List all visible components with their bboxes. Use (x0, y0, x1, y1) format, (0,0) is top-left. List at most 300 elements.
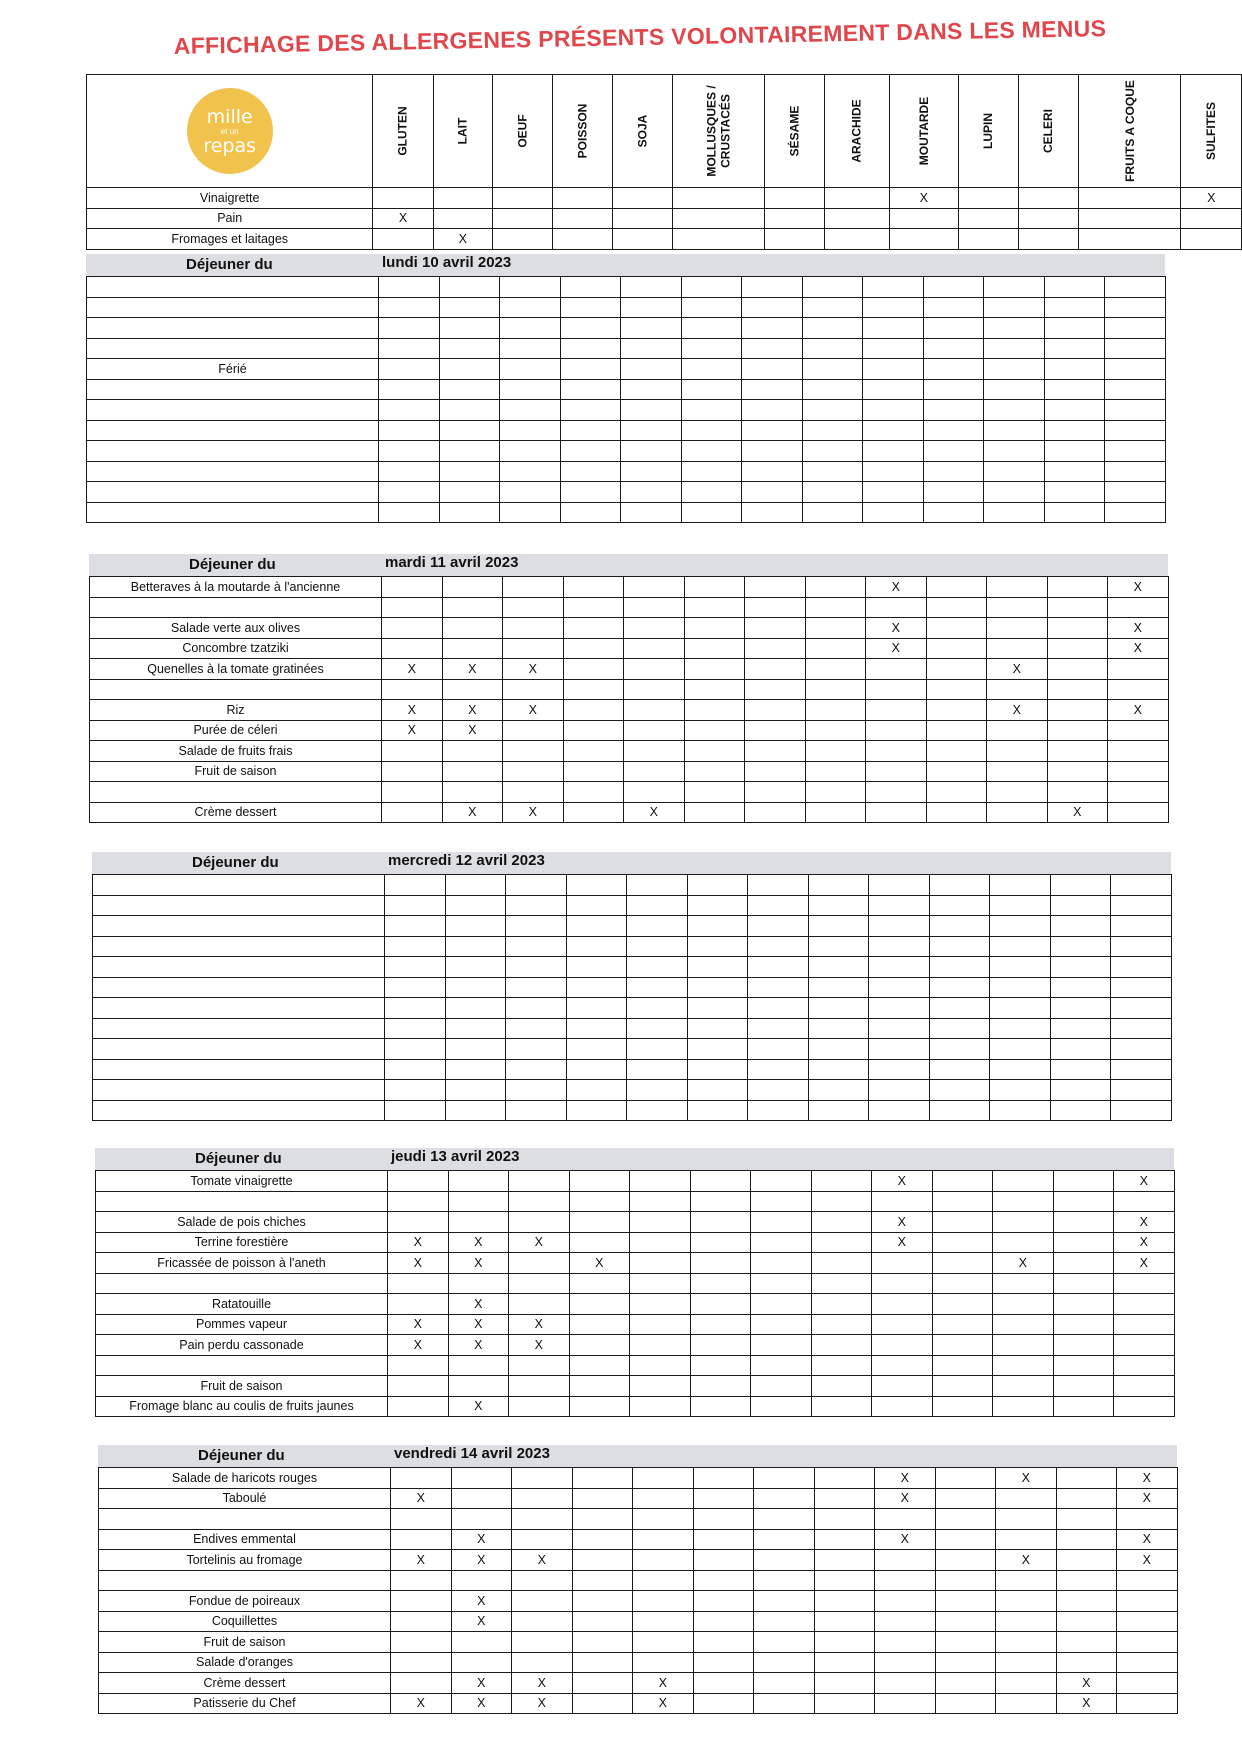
allergen-cell (687, 936, 748, 957)
allergen-cell (935, 1611, 996, 1632)
allergen-cell (439, 338, 500, 359)
allergen-cell (388, 1273, 449, 1294)
allergen-cell (805, 638, 866, 659)
allergen-cell (630, 1355, 691, 1376)
day-table (89, 576, 1169, 823)
allergen-cell (1056, 1529, 1117, 1550)
allergen-cell (808, 1018, 869, 1039)
allergen-cell (993, 1232, 1054, 1253)
allergen-cell (509, 1273, 570, 1294)
allergen-cell (439, 359, 500, 380)
table-row (87, 482, 1166, 503)
allergen-mark: X (1056, 1693, 1117, 1714)
allergen-cell (1050, 1039, 1111, 1060)
allergen-cell (993, 1171, 1054, 1192)
allergen-cell (563, 700, 624, 721)
allergen-cell (560, 400, 621, 421)
allergen-cell (996, 1529, 1057, 1550)
allergen-cell (1105, 338, 1166, 359)
table-row (87, 297, 1166, 318)
allergen-mark: X (1117, 1550, 1178, 1571)
table-row (99, 1632, 1178, 1653)
allergen-cell (875, 1632, 936, 1653)
allergen-cell (624, 659, 685, 680)
allergen-cell (1050, 1080, 1111, 1101)
allergen-cell (442, 597, 503, 618)
allergen-cell (500, 502, 561, 523)
allergen-cell (1044, 461, 1105, 482)
dish-name (93, 936, 385, 957)
allergen-cell (506, 1039, 567, 1060)
allergen-cell (1114, 1273, 1175, 1294)
allergen-cell (993, 1294, 1054, 1315)
allergen-cell (811, 1376, 872, 1397)
allergen-cell (500, 482, 561, 503)
allergen-cell (923, 502, 984, 523)
allergen-mark: X (509, 1314, 570, 1335)
table-row (93, 1039, 1172, 1060)
allergen-cell (1053, 1232, 1114, 1253)
allergen-cell (987, 638, 1048, 659)
allergen-cell (811, 1314, 872, 1335)
allergen-cell (811, 1212, 872, 1233)
allergen-cell (869, 895, 930, 916)
dish-name (90, 782, 382, 803)
allergen-cell (875, 1652, 936, 1673)
allergen-cell (811, 1191, 872, 1212)
allergen-cell (1108, 597, 1169, 618)
dish-name (90, 597, 382, 618)
allergen-cell (445, 1018, 506, 1039)
allergen-cell (958, 208, 1018, 229)
allergen-cell (987, 577, 1048, 598)
allergen-cell (751, 1396, 812, 1417)
allergen-cell (693, 1673, 754, 1694)
allergen-cell (385, 916, 446, 937)
allergen-label: MOUTARDE (916, 96, 931, 166)
allergen-cell (805, 679, 866, 700)
allergen-cell (633, 1468, 694, 1489)
allergen-cell (572, 1652, 633, 1673)
allergen-cell (445, 1039, 506, 1060)
allergen-cell (566, 957, 627, 978)
allergen-cell (745, 618, 806, 639)
allergen-cell (1053, 1273, 1114, 1294)
allergen-cell (633, 1570, 694, 1591)
dish-name (87, 502, 379, 523)
allergen-cell (630, 1273, 691, 1294)
allergen-cell (630, 1171, 691, 1192)
allergen-cell (439, 318, 500, 339)
allergen-cell (681, 400, 742, 421)
allergen-cell (672, 208, 764, 229)
allergen-cell (935, 1509, 996, 1530)
dish-name (87, 482, 379, 503)
allergen-cell (935, 1529, 996, 1550)
allergen-cell (926, 597, 987, 618)
allergen-cell (802, 359, 863, 380)
allergen-mark: X (448, 1314, 509, 1335)
allergen-cell (684, 597, 745, 618)
allergen-cell (572, 1632, 633, 1653)
allergen-mark: X (987, 659, 1048, 680)
dish-name: Fondue de poireaux (99, 1591, 391, 1612)
dish-name (87, 318, 379, 339)
allergen-cell (805, 659, 866, 680)
allergen-cell (1181, 229, 1242, 250)
table-row (87, 229, 1242, 250)
table-row (90, 741, 1169, 762)
allergen-cell (748, 916, 809, 937)
allergen-cell (926, 741, 987, 762)
allergen-cell (754, 1611, 815, 1632)
allergen-cell (512, 1529, 573, 1550)
dish-name (99, 1509, 391, 1530)
allergen-cell (442, 618, 503, 639)
allergen-cell (984, 502, 1045, 523)
allergen-cell (1117, 1570, 1178, 1591)
allergen-cell (1105, 359, 1166, 380)
allergen-mark: X (872, 1212, 933, 1233)
allergen-cell (1044, 318, 1105, 339)
allergen-cell (624, 700, 685, 721)
allergen-cell (382, 741, 443, 762)
dish-name (93, 977, 385, 998)
allergen-cell (566, 895, 627, 916)
allergen-cell (560, 338, 621, 359)
allergen-cell (754, 1529, 815, 1550)
allergen-cell (984, 441, 1045, 462)
allergen-cell (742, 482, 803, 503)
allergen-cell (869, 957, 930, 978)
allergen-cell (872, 1355, 933, 1376)
allergen-cell (445, 1080, 506, 1101)
allergen-cell (684, 782, 745, 803)
table-row (99, 1611, 1178, 1632)
allergen-cell (923, 359, 984, 380)
allergen-cell (745, 679, 806, 700)
allergen-cell (805, 700, 866, 721)
allergen-cell (869, 1080, 930, 1101)
dish-name (96, 1273, 388, 1294)
table-row (87, 277, 1166, 298)
allergen-cell (984, 482, 1045, 503)
allergen-cell (1053, 1212, 1114, 1233)
day-table (86, 276, 1166, 523)
allergen-cell (987, 618, 1048, 639)
allergen-mark: X (448, 1253, 509, 1274)
table-row (93, 936, 1172, 957)
allergen-cell (448, 1212, 509, 1233)
allergen-cell (929, 875, 990, 896)
allergen-cell (1047, 659, 1108, 680)
allergen-cell (633, 1509, 694, 1530)
allergen-cell (506, 1100, 567, 1121)
dish-name (87, 420, 379, 441)
day-date: jeudi 13 avril 2023 (391, 1148, 520, 1165)
allergen-cell (624, 761, 685, 782)
allergen-cell (509, 1171, 570, 1192)
allergen-cell (923, 338, 984, 359)
allergen-mark: X (503, 700, 564, 721)
table-row (93, 1080, 1172, 1101)
allergen-cell (1105, 400, 1166, 421)
allergen-cell (1108, 659, 1169, 680)
allergen-label: ARACHIDE (849, 99, 864, 163)
allergen-cell (926, 679, 987, 700)
allergen-cell (500, 441, 561, 462)
allergen-cell (385, 977, 446, 998)
allergen-cell (1050, 957, 1111, 978)
allergen-cell (391, 1632, 452, 1653)
dish-name: Pain perdu cassonade (96, 1335, 388, 1356)
allergen-cell (802, 502, 863, 523)
allergen-cell (560, 277, 621, 298)
allergen-cell (923, 318, 984, 339)
allergen-cell (684, 741, 745, 762)
day-header (95, 1148, 1174, 1170)
allergen-cell (1053, 1396, 1114, 1417)
table-row (87, 208, 1242, 229)
allergen-cell (624, 741, 685, 762)
page-title: AFFICHAGE DES ALLERGENES PRÉSENTS VOLONTAIREMENT DANS LES MENUS (173, 15, 1107, 59)
allergen-cell (811, 1294, 872, 1315)
allergen-cell (808, 1039, 869, 1060)
allergen-mark: X (1114, 1253, 1175, 1274)
allergen-cell (391, 1468, 452, 1489)
allergen-cell (448, 1376, 509, 1397)
allergen-cell (563, 659, 624, 680)
allergen-mark: X (866, 577, 927, 598)
allergen-cell (1053, 1314, 1114, 1335)
allergen-cell (987, 782, 1048, 803)
allergen-cell (1117, 1632, 1178, 1653)
allergen-cell (442, 638, 503, 659)
allergen-label: GLUTEN (395, 106, 410, 156)
allergen-cell (684, 700, 745, 721)
allergen-cell (690, 1314, 751, 1335)
allergen-cell (748, 1080, 809, 1101)
allergen-cell (1111, 936, 1172, 957)
dish-name: Fricassée de poisson à l'aneth (96, 1253, 388, 1274)
table-row (87, 338, 1166, 359)
allergen-cell (439, 502, 500, 523)
allergen-cell (563, 761, 624, 782)
allergen-cell (984, 420, 1045, 441)
allergen-cell (805, 802, 866, 823)
allergen-cell (1056, 1570, 1117, 1591)
allergen-cell (1047, 679, 1108, 700)
allergen-cell (382, 618, 443, 639)
allergen-cell (681, 379, 742, 400)
allergen-cell (627, 1018, 688, 1039)
allergen-cell (512, 1468, 573, 1489)
allergen-cell (926, 782, 987, 803)
allergen-cell (1044, 482, 1105, 503)
dish-name: Purée de céleri (90, 720, 382, 741)
allergen-cell (382, 679, 443, 700)
allergen-cell (1050, 875, 1111, 896)
allergen-cell (1117, 1693, 1178, 1714)
day-label: Déjeuner du (186, 256, 273, 273)
allergen-cell (681, 297, 742, 318)
allergen-cell (875, 1550, 936, 1571)
allergen-cell (621, 338, 682, 359)
allergen-cell (509, 1376, 570, 1397)
allergen-cell (764, 208, 824, 229)
allergen-cell (681, 482, 742, 503)
allergen-cell (687, 895, 748, 916)
allergen-cell (866, 679, 927, 700)
allergen-cell (990, 875, 1051, 896)
allergen-cell (1018, 229, 1078, 250)
dish-name: Terrine forestière (96, 1232, 388, 1253)
allergen-mark: X (1117, 1468, 1178, 1489)
allergen-cell (569, 1376, 630, 1397)
allergen-cell (987, 597, 1048, 618)
allergen-cell (802, 318, 863, 339)
allergen-cell (445, 875, 506, 896)
allergen-cell (690, 1376, 751, 1397)
allergen-cell (379, 482, 440, 503)
allergen-cell (572, 1673, 633, 1694)
allergen-cell (748, 1018, 809, 1039)
allergen-cell (1044, 379, 1105, 400)
allergen-cell (814, 1611, 875, 1632)
allergen-cell (493, 188, 553, 209)
allergen-cell (742, 400, 803, 421)
allergen-cell (448, 1273, 509, 1294)
allergen-cell (569, 1294, 630, 1315)
allergen-cell (875, 1611, 936, 1632)
allergen-cell (1056, 1652, 1117, 1673)
allergen-cell (506, 895, 567, 916)
allergen-cell (684, 679, 745, 700)
allergen-mark: X (391, 1693, 452, 1714)
allergen-cell (814, 1693, 875, 1714)
table-row (90, 618, 1169, 639)
allergen-mark: X (388, 1253, 449, 1274)
allergen-cell (633, 1550, 694, 1571)
allergen-header-table (86, 74, 1242, 250)
allergen-cell (693, 1652, 754, 1673)
allergen-cell (439, 461, 500, 482)
allergen-cell (932, 1191, 993, 1212)
allergen-cell (742, 359, 803, 380)
allergen-cell (984, 297, 1045, 318)
allergen-cell (633, 1529, 694, 1550)
allergen-cell (690, 1294, 751, 1315)
allergen-cell (693, 1693, 754, 1714)
allergen-cell (509, 1212, 570, 1233)
allergen-cell (748, 977, 809, 998)
dish-name: Fruit de saison (99, 1632, 391, 1653)
allergen-cell (1078, 188, 1181, 209)
allergen-cell (681, 359, 742, 380)
allergen-cell (926, 720, 987, 741)
allergen-cell (1053, 1171, 1114, 1192)
allergen-cell (445, 916, 506, 937)
dish-name: Concombre tzatziki (90, 638, 382, 659)
allergen-cell (993, 1396, 1054, 1417)
table-row (96, 1171, 1175, 1192)
allergen-cell (1105, 461, 1166, 482)
day-date: mardi 11 avril 2023 (385, 554, 519, 571)
allergen-cell (552, 208, 612, 229)
allergen-cell (825, 229, 889, 250)
allergen-cell (745, 659, 806, 680)
allergen-cell (621, 318, 682, 339)
allergen-cell (929, 916, 990, 937)
allergen-cell (990, 916, 1051, 937)
allergen-cell (569, 1273, 630, 1294)
allergen-cell (1111, 998, 1172, 1019)
allergen-cell (1105, 482, 1166, 503)
allergen-cell (990, 1080, 1051, 1101)
allergen-cell (872, 1294, 933, 1315)
allergen-cell (630, 1314, 691, 1335)
dish-name: Pain (87, 208, 373, 229)
allergen-cell (572, 1509, 633, 1530)
allergen-cell (872, 1335, 933, 1356)
allergen-cell (560, 502, 621, 523)
allergen-cell (814, 1550, 875, 1571)
allergen-cell (932, 1314, 993, 1335)
allergen-cell (811, 1171, 872, 1192)
allergen-cell (751, 1273, 812, 1294)
allergen-cell (751, 1355, 812, 1376)
allergen-cell (385, 875, 446, 896)
allergen-cell (932, 1294, 993, 1315)
dish-name: Quenelles à la tomate gratinées (90, 659, 382, 680)
allergen-cell (382, 597, 443, 618)
allergen-mark: X (996, 1550, 1057, 1571)
allergen-mark: X (382, 720, 443, 741)
dish-name (93, 957, 385, 978)
allergen-cell (926, 659, 987, 680)
allergen-cell (560, 441, 621, 462)
dish-name: Taboulé (99, 1488, 391, 1509)
allergen-cell (754, 1673, 815, 1694)
allergen-cell (802, 461, 863, 482)
allergen-mark: X (889, 188, 958, 209)
dish-name: Crème dessert (99, 1673, 391, 1694)
dish-name (87, 338, 379, 359)
allergen-cell (875, 1673, 936, 1694)
table-row (96, 1294, 1175, 1315)
table-row (99, 1509, 1178, 1530)
allergen-cell (996, 1673, 1057, 1694)
allergen-cell (802, 297, 863, 318)
allergen-cell (382, 577, 443, 598)
allergen-cell (684, 638, 745, 659)
table-row (93, 998, 1172, 1019)
allergen-cell (1056, 1550, 1117, 1571)
allergen-label: LUPIN (981, 113, 996, 149)
allergen-cell (872, 1253, 933, 1274)
allergen-cell (1105, 297, 1166, 318)
allergen-header (889, 75, 958, 188)
allergen-cell (630, 1335, 691, 1356)
allergen-cell (987, 741, 1048, 762)
allergen-cell (630, 1191, 691, 1212)
allergen-cell (863, 338, 924, 359)
allergen-cell (926, 700, 987, 721)
dish-name (96, 1355, 388, 1376)
allergen-cell (500, 379, 561, 400)
allergen-cell (433, 208, 492, 229)
allergen-cell (935, 1468, 996, 1489)
